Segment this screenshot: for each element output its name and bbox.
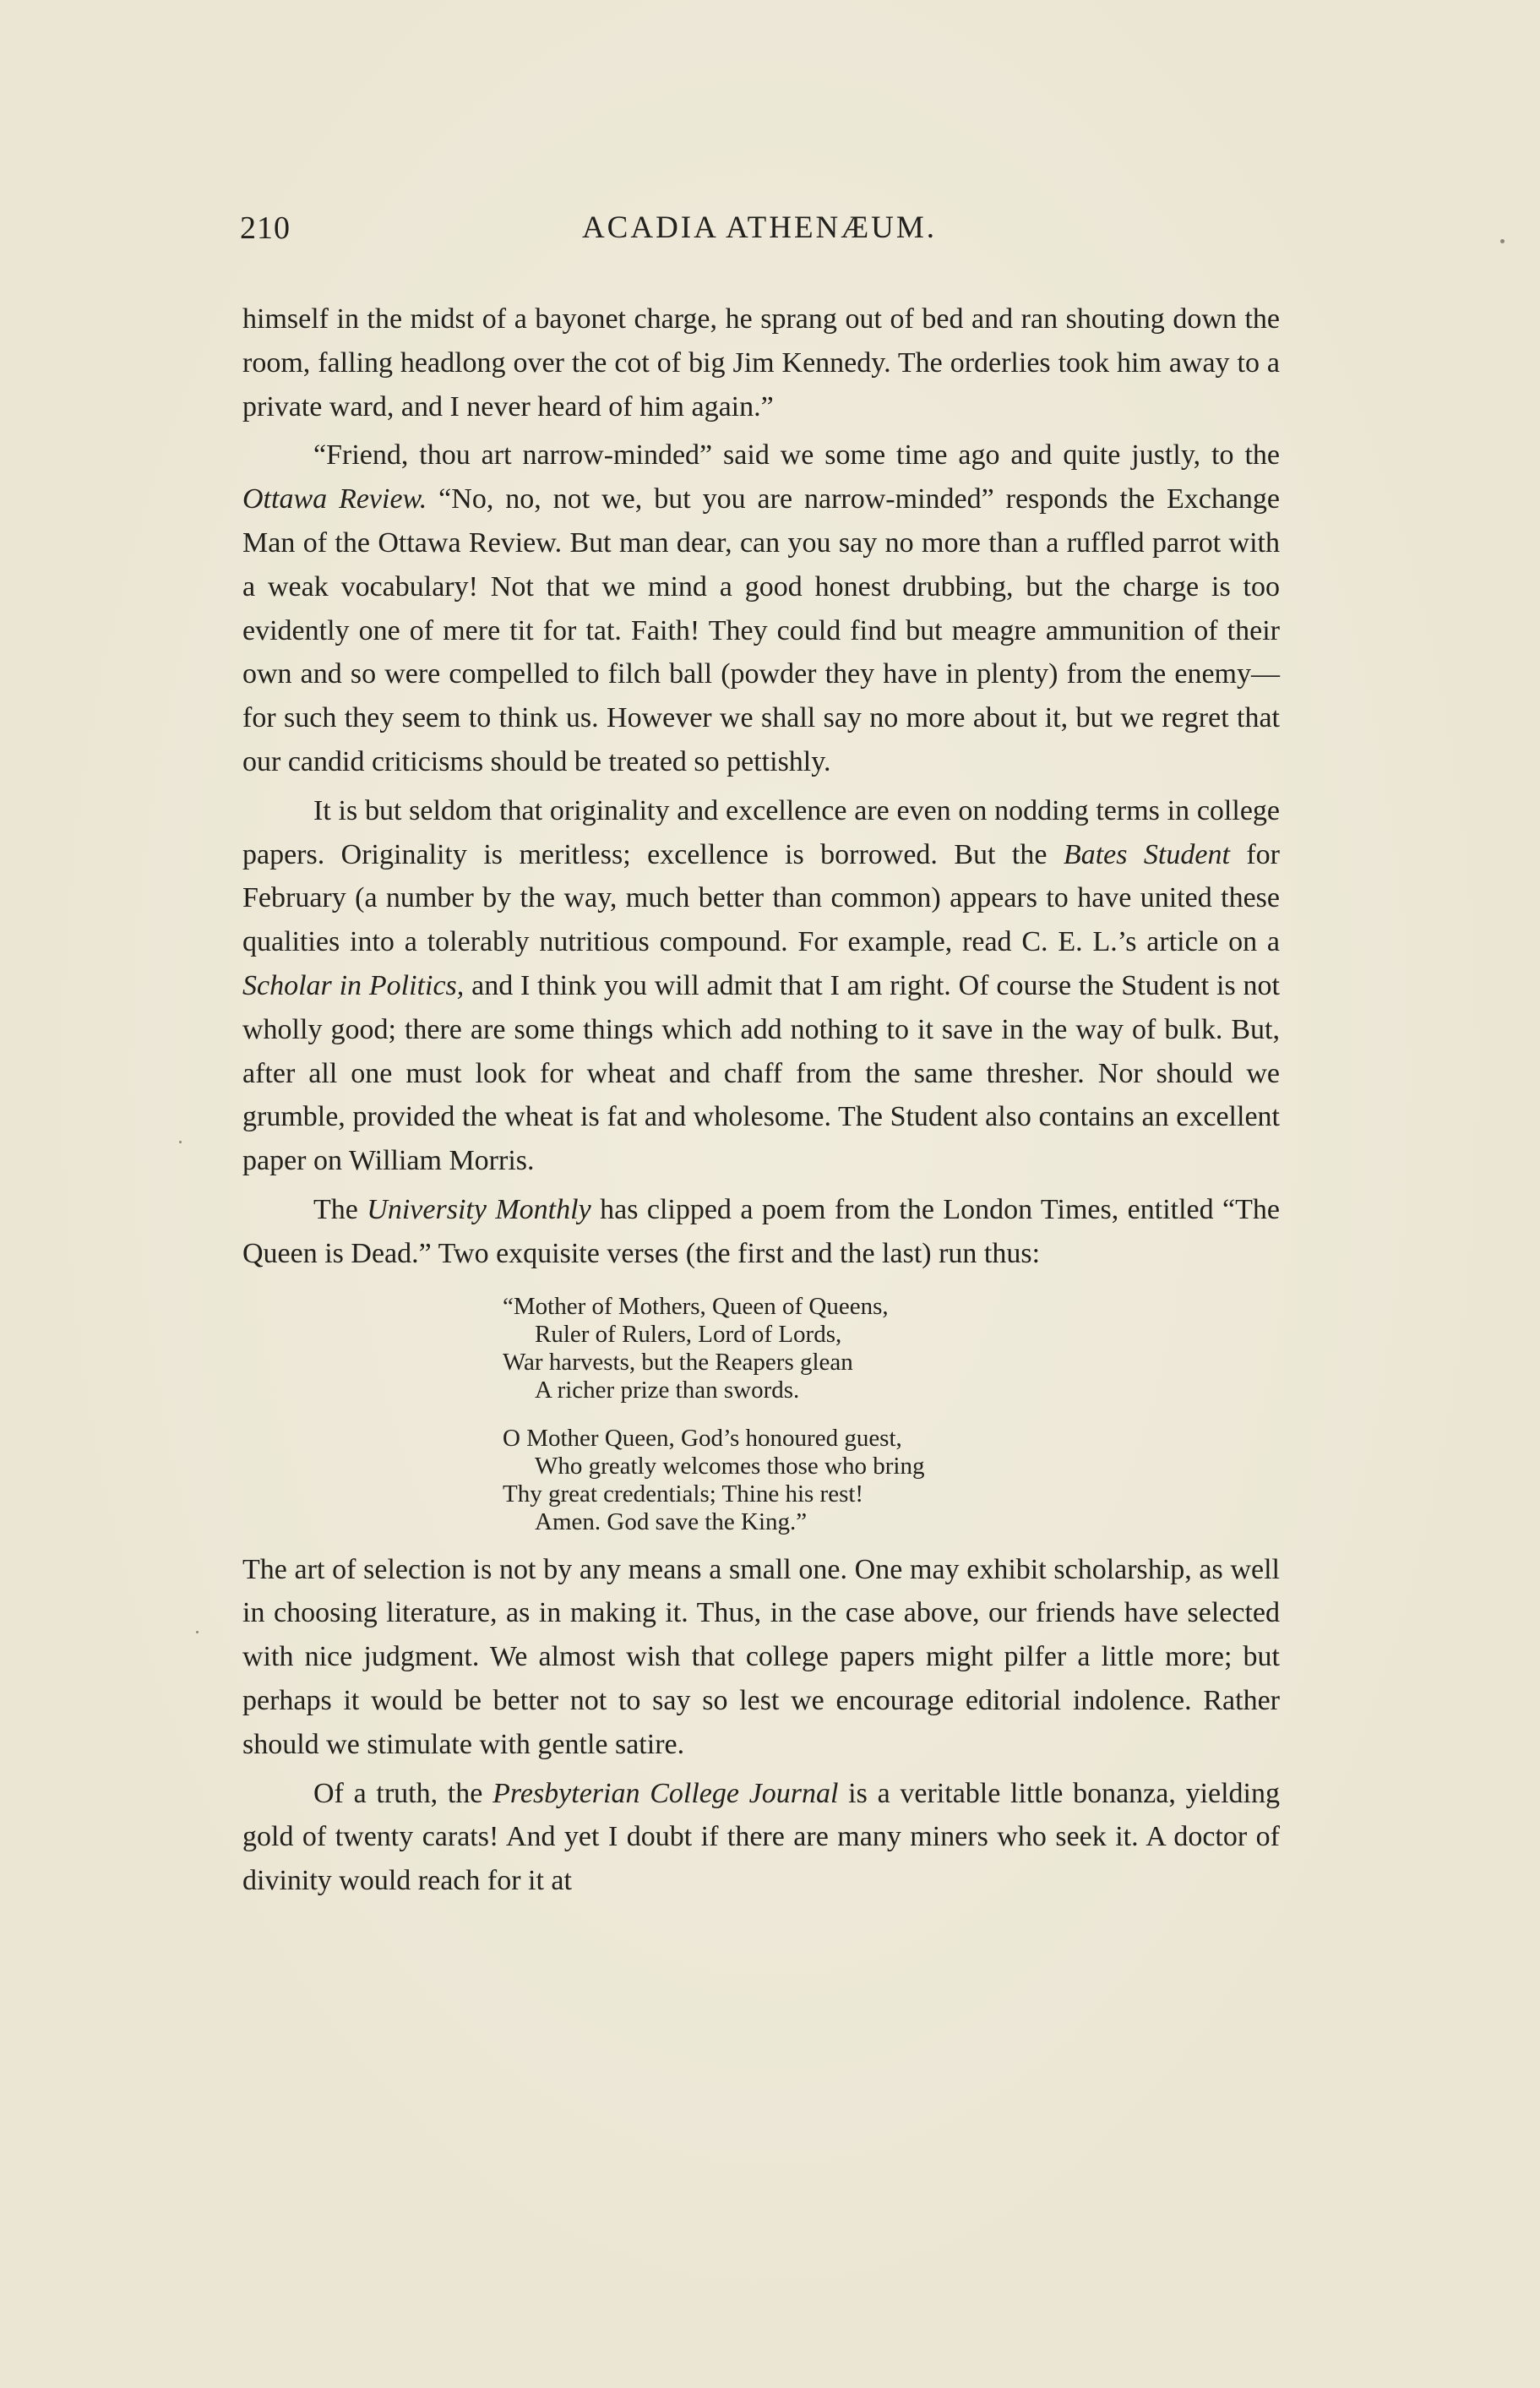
- periodical-title: University Monthly: [367, 1193, 591, 1225]
- quoted-poem: [503, 1293, 1280, 1536]
- poem-line: Who greatly welcomes those who bring: [535, 1452, 925, 1480]
- paragraph-art-of-selection: The art of selection is not by any means a small one. One may exhibit scholarship, as well in choosing literature, as in making it. Thus, in the case above, our friends have selected with nice judgment. We almost wish that college papers might pilfer a little more; but perhaps it would be better not to say so lest we encourage editorial indolence. Rather should we stimulate with gentle satire.: [242, 1553, 1280, 1760]
- page-number: 210: [240, 210, 291, 246]
- poem-stanza: [503, 1425, 1280, 1536]
- paragraph-ottawa-review: “Friend, thou art narrow-minded” said we some time ago and quite justly, to the Ottawa Review. “No, no, not we, but you are narrow-minded” responds the Exchange Man of the Ottawa Review. But man dear, can you say no more than a ruffled parrot with a weak vocabulary! Not that we mind a good honest drubbing, but the charge is too evidently one of mere tit for tat. Faith! They could find but meagre ammunition of their own and so were compelled to filch ball (powder they have in plenty) from the enemy—for such they seem to think us. However we shall say no more about it, but we regret that our candid criticisms should be treated so pettishly.: [242, 439, 1280, 777]
- ink-speck: [196, 1631, 199, 1633]
- periodical-title: Ottawa Review.: [242, 483, 427, 515]
- running-title: ACADIA ATHENÆUM.: [581, 210, 938, 245]
- article-body: [242, 297, 1280, 1903]
- page-header: [240, 210, 1279, 252]
- ink-speck: [1500, 239, 1505, 243]
- paragraph-bates-student: It is but seldom that originality and excellence are even on nodding terms in college papers. Originality is meritless; excellence is borrowed. But the Bates Student for February (a number by the way, much better than common) appears to have united these qualities into a tolerably nutritious compound. For example, read C. E. L.’s article on a Scholar in Politics, and I think you will admit that I am right. Of course the Student is not wholly good; there are some things which add nothing to it save in the way of bulk. But, after all one must look for wheat and chaff from the same thresher. Nor should we grumble, provided the wheat is fat and wholesome. The Student also contains an excellent paper on William Morris.: [242, 794, 1280, 1177]
- periodical-title: Bates Student: [1063, 838, 1230, 870]
- article-title: Scholar in Politics,: [242, 969, 465, 1001]
- periodical-title: Presbyterian College Journal: [492, 1777, 839, 1809]
- poem-line: Amen. God save the King.”: [535, 1507, 808, 1535]
- ink-speck: [179, 1141, 182, 1143]
- paragraph-university-monthly: The University Monthly has clipped a poem from the London Times, entitled “The Queen is Dead.” Two exquisite verses (the first and the last) run thus:: [242, 1193, 1281, 1269]
- poem-line: O Mother Queen, God’s honoured guest,: [503, 1424, 902, 1452]
- poem-line: War harvests, but the Reapers glean: [503, 1348, 853, 1376]
- paragraph-continuation: himself in the midst of a bayonet charge, he sprang out of bed and ran shouting down the room, falling headlong over the cot of big Jim Kennedy. The orderlies took him away to a private ward, and I never heard of him again.”: [242, 303, 1280, 423]
- poem-line: “Mother of Mothers, Queen of Queens,: [503, 1292, 889, 1320]
- poem-line: Thy great credentials; Thine his rest!: [503, 1480, 864, 1507]
- poem-stanza: [503, 1293, 1280, 1404]
- poem-line: A richer prize than swords.: [535, 1376, 800, 1404]
- poem-line: Ruler of Rulers, Lord of Lords,: [535, 1320, 842, 1348]
- paragraph-presbyterian-journal: Of a truth, the Presbyterian College Journal is a veritable little bonanza, yielding gold of twenty carats! And yet I doubt if there are many miners who seek it. A doctor of divinity would reach for it at: [242, 1777, 1281, 1897]
